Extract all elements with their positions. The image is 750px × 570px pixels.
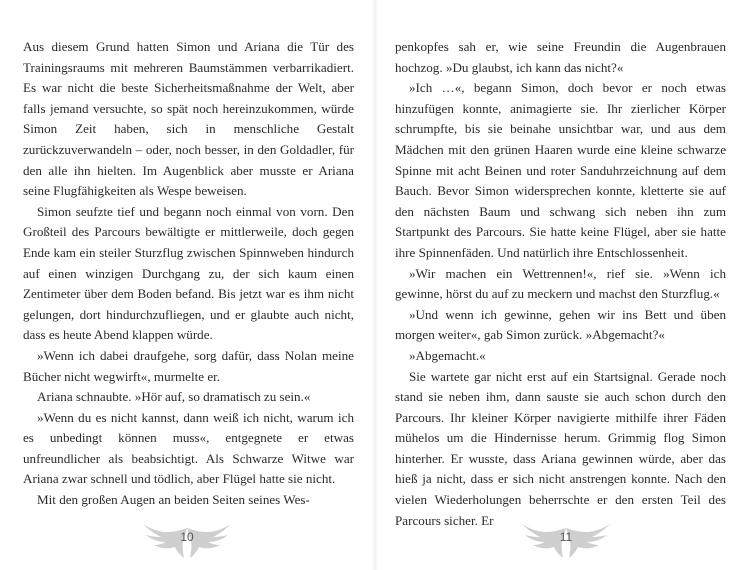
paragraph: »Wir machen ein Wettrennen!«, rief sie. »Wenn ich gewinne, hörst du auf zu meckern und machst den Sturzflug.« [395, 265, 726, 302]
page-number: 10 [180, 530, 194, 544]
page-number: 11 [559, 530, 573, 544]
paragraph: penkopfes sah er, wie seine Freundin die Augenbrauen hochzog. »Du glaubst, ich kann das nicht?« [395, 39, 726, 75]
paragraph: »Und wenn ich gewinne, gehen wir ins Bett und üben morgen weiter«, gab Simon zurück. »Abgemacht?« [395, 306, 726, 343]
left-page [23, 37, 354, 511]
folio-left [137, 520, 237, 560]
paragraph: Ariana schnaubte. »Hör auf, so dramatisch zu sein.« [37, 389, 311, 405]
paragraph: Aus diesem Grund hatten Simon und Ariana die Tür des Trainingsraums mit mehreren Baumstämmen verbarrikadiert. Es war nicht die beste Sicherheitsmaßnahme der Welt, aber falls jemand versuchte, so spät noch hereinzukommen, würde Simon Zeit haben, sich in menschliche Gestalt zurückzuverwandeln – oder, noch besser, in den Goldadler, für den alle ihn hielten. Im Augenblick aber musste er Ariana seine Flugfähigkeiten als Wespe beweisen. [23, 39, 354, 199]
paragraph: Simon seufzte tief und begann noch einmal von vorn. Den Großteil des Parcours bewältigte er mittlerweile, doch gegen Ende kam ein steiler Sturzflug zwischen Spinnweben hindurch auf einen winzigen Durchgang zu, der sich kaum einen Zentimeter über dem Boden befand. Bis jetzt war es ihm nicht gelungen, dort hindurchzufliegen, und er glaubte auch nicht, dass es heute Abend klappen würde. [23, 203, 354, 343]
paragraph: Sie wartete gar nicht erst auf ein Startsignal. Gerade noch stand sie neben ihm, dann sauste sie auch schon durch den Parcours. Ihr kleiner Körper navigierte mithilfe ihrer Fäden mühelos um die Hindernisse herum. Grimmig flog Simon hinterher. Er wusste, dass Ariana gewinnen würde, aber das hieß ja nicht, dass er sich nicht anstrengen konnte. Nach den vielen Wiederholungen beherrschte er den ersten Teil des Parcours sicher. Er [395, 368, 726, 528]
paragraph: »Wenn du es nicht kannst, dann weiß ich nicht, warum ich es unbedingt können muss«, entgegnete er etwas unfreundlicher als beabsichtigt. Als Schwarze Witwe war Ariana zwar schnell und tödlich, aber Flügel hatte sie nicht. [23, 409, 354, 487]
folio-right [516, 520, 616, 560]
paragraph: »Ich …«, begann Simon, doch bevor er noch etwas hinzufügen konnte, animagierte sie. Ihr zierlicher Körper schrumpfte, bis sie beinahe unsichtbar war, und aus dem Mädchen mit den grünen Haaren wurde eine kleine schwarze Spinne mit acht Beinen und roter Sanduhrzeichnung auf dem Bauch. Bevor Simon widersprechen konnte, kletterte sie auf den nächsten Baum und schwang sich neben ihn zum Startpunkt des Parcours. Sie hatte keine Flügel, aber sie hatte ihre Spinnenfäden. Und natürlich ihre Entschlossenheit. [395, 80, 726, 260]
paragraph: »Abgemacht.« [409, 347, 486, 363]
paragraph: »Wenn ich dabei draufgehe, sorg dafür, dass Nolan meine Bücher nicht wegwirft«, murmelte er. [23, 347, 354, 384]
right-page [395, 37, 726, 531]
paragraph: Mit den großen Augen an beiden Seiten seines Wes- [37, 492, 310, 508]
book-gutter [372, 0, 378, 570]
